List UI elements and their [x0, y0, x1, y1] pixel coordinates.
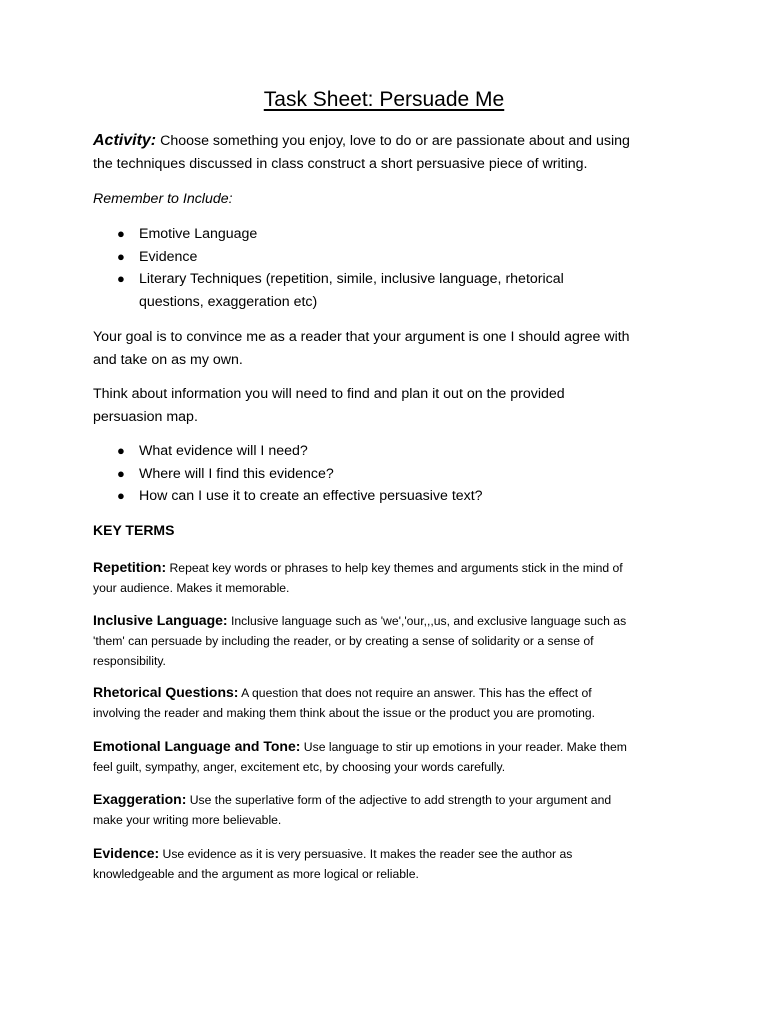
bullet-icon: ● [117, 226, 125, 241]
list-item: ● Where will I find this evidence? [93, 463, 693, 486]
term-name: Evidence: [93, 845, 160, 861]
term-inclusive-language: Inclusive Language: Inclusive language such as 'we','our,,,us, and exclusive language such as 'them' can persuade by including the reader, or by creating a sense of solidarity or a sense of responsibility. [93, 612, 627, 668]
term-name: Rhetorical Questions: [93, 684, 239, 700]
goal-paragraph: Your goal is to convince me as a reader that your argument is one I should agree with and take on as my own. [93, 329, 630, 368]
list-item: ● Literary Techniques (repetition, simile, inclusive language, rhetorical questions, exaggeration etc) [93, 268, 693, 313]
bullet-icon: ● [117, 248, 125, 264]
term-name: Repetition: [93, 559, 167, 575]
bullet-icon: ● [117, 443, 125, 458]
term-name: Exaggeration: [93, 791, 187, 807]
activity-label: Activity [93, 132, 151, 149]
activity-paragraph [93, 130, 693, 175]
bullet-icon: ● [117, 465, 125, 481]
page-title: Task Sheet: Persuade Me [263, 88, 505, 111]
term-repetition: Repetition: Repeat key words or phrases to help key themes and arguments stick in the mind of your audience. Makes it memorable. [93, 559, 623, 595]
think-paragraph: Think about information you will need to find and plan it out on the provided persuasion map. [93, 386, 565, 425]
activity-colon: : [150, 132, 157, 149]
list-item: ● Emotive Language [93, 223, 693, 246]
remember-heading: Remember to Include: [93, 191, 233, 207]
questions-list [93, 440, 693, 508]
term-name: Emotional Language and Tone: [93, 738, 301, 754]
key-terms-heading: KEY TERMS [93, 522, 175, 538]
term-emotional-language: Emotional Language and Tone: Use language to stir up emotions in your reader. Make them feel guilt, sympathy, anger, excitement etc, by choosing your words carefully. [93, 738, 627, 774]
list-item: ● Evidence [93, 246, 693, 269]
term-evidence: Evidence: Use evidence as it is very persuasive. It makes the reader see the author as knowledgeable and the argument as more logical or reliable. [93, 845, 573, 881]
bullet-icon: ● [117, 488, 125, 503]
term-exaggeration: Exaggeration: Use the superlative form of the adjective to add strength to your argument and make your writing more believable. [93, 791, 612, 827]
list-item: ● What evidence will I need? [93, 440, 693, 463]
activity-text-line-2: the techniques discussed in class construct a short persuasive piece of writing. [93, 155, 588, 172]
list-item: ● How can I use it to create an effective persuasive text? [93, 485, 693, 508]
term-rhetorical-questions: Rhetorical Questions: A question that does not require an answer. This has the effect of involving the reader and making them think about the issue or the product you are promoting. [93, 684, 596, 720]
term-name: Inclusive Language: [93, 612, 228, 628]
include-list [93, 223, 693, 313]
bullet-icon: ● [117, 271, 125, 286]
activity-text-line-1: Choose something you enjoy, love to do or are passionate about and using [156, 133, 630, 149]
